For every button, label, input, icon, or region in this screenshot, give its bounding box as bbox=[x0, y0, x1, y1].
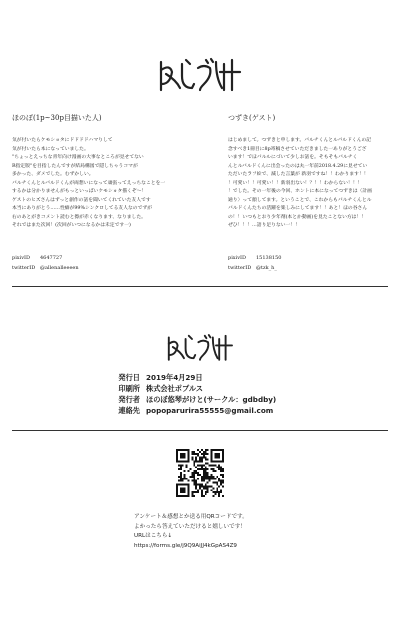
afterword-right-line: んとルバルドくんに出会ったのは丸一年前2018.4.29に見せてい bbox=[228, 163, 368, 169]
contact-value: popoparurira55555@gmail.com bbox=[146, 406, 274, 415]
afterword-left-line: 多かった、ダメでした。むずかしい。 bbox=[12, 172, 94, 178]
twitter-label: twitterID bbox=[12, 265, 36, 271]
colophon-printer-row bbox=[112, 383, 276, 394]
twitter-label: twitterID bbox=[228, 265, 252, 271]
pixiv-row bbox=[12, 253, 79, 263]
afterword-right bbox=[228, 113, 388, 231]
title-logo-top bbox=[158, 54, 242, 94]
afterword-right-line: ！でした。その一年後の今回、ホントに本になってつずきは〈計画 bbox=[228, 189, 372, 195]
divider-bottom bbox=[12, 430, 388, 431]
title-logo-colophon bbox=[166, 331, 234, 363]
afterword-right-line: ぜひ！！！…語り足りない一！！ bbox=[228, 223, 300, 229]
survey-line: よかったら答えていただけると嬉しいです！ bbox=[134, 523, 246, 530]
afterword-right-line: 通り〉って顔してます。ということで、これからもバルチくんとル bbox=[228, 197, 372, 203]
afterword-left bbox=[12, 113, 172, 231]
afterword-left-heading: ほのぼ(1p~30p目描いた人) bbox=[12, 114, 102, 122]
publisher-value: ほのぼ悠琴がけと(サークル：gdbdby) bbox=[146, 395, 277, 404]
afterword-right-line: 念すべき1冊目に8p寄稿させていただきました一ありがとうござ bbox=[228, 146, 367, 152]
afterword-left-line: "ちょっとえっちな青年向け漫画の大事なところが見せてない bbox=[12, 155, 144, 161]
printer-value: 株式会社ポプルス bbox=[146, 384, 203, 393]
afterword-right-line: の！！いつもとおり少年剤(本とか動画)を見たことない方は！！ bbox=[228, 214, 367, 220]
afterword-left-line: するかは分かりませんがもっといっぱいケモショタ描くぞ〜！ bbox=[12, 189, 147, 195]
afterword-left-line: バルチくんとルバルドくんが両想いになって頑張ってえっちなことを一 bbox=[12, 180, 166, 186]
colophon-date-row bbox=[112, 372, 276, 383]
afterword-left-line: 右のあとがきコメント読むと擦が赤くなります、なりました。 bbox=[12, 214, 146, 220]
colophon-publisher-row bbox=[112, 394, 276, 405]
colophon-contact-row bbox=[112, 405, 276, 416]
afterword-right-line: います！でほバルルにづいて少しお話を。そもそもバルチく bbox=[228, 155, 358, 161]
survey-note bbox=[134, 513, 248, 551]
pixiv-id: 4647727 bbox=[40, 255, 63, 261]
pixiv-label: pixivID bbox=[12, 255, 31, 261]
twitter-id: @tzk_h_ bbox=[256, 265, 277, 271]
date-value: 2019年4月29日 bbox=[146, 373, 203, 382]
afterword-left-line: R指定版"を目指したんですが結局構図で隠しちゃうコマが bbox=[12, 163, 138, 169]
afterword-left-body bbox=[12, 137, 172, 231]
survey-url-link[interactable]: https://forms.gle/j9Q9AiJJ4kGpAS4Z9 bbox=[134, 542, 237, 549]
survey-qr-code[interactable] bbox=[176, 449, 224, 497]
twitter-id: @allenalleeeen bbox=[40, 265, 79, 271]
afterword-right-body bbox=[228, 137, 388, 231]
afterword-right-line: ただいたラフ絵で、滅した言葉が 新羽ですね！！わかります！！ bbox=[228, 172, 369, 178]
afterword-left-ids bbox=[12, 253, 79, 273]
afterword-right-heading: つずき(ゲスト) bbox=[228, 114, 276, 122]
contact-label: 連絡先 bbox=[118, 406, 140, 415]
afterword-left-line: 気が付いたらケモショタにドドドドハマりして bbox=[12, 138, 113, 143]
afterword-left-line: 気が付いたら本になっていました。 bbox=[12, 146, 89, 152]
afterword-right-line: ！可愛い！！可愛い！！新羽出ない！？！！わからない！！！ bbox=[228, 180, 363, 186]
survey-line: URLはこちら↓ bbox=[134, 533, 173, 540]
printer-label: 印刷所 bbox=[118, 384, 140, 393]
afterword-right-line: バルドくんたちの活躍を楽しみにしてます！！あと！ほの谷さん bbox=[228, 206, 368, 212]
twitter-row bbox=[228, 263, 281, 273]
date-label: 発行日 bbox=[118, 373, 140, 382]
colophon bbox=[112, 372, 276, 416]
pixiv-row bbox=[228, 253, 281, 263]
survey-line: アンケート＆感想とか送る用QRコードです。 bbox=[134, 514, 248, 520]
afterword-left-line: ゲストのヒズさんはずっと創作の話を聞いてくれていた友人です bbox=[12, 197, 151, 203]
publisher-label: 発行者 bbox=[118, 395, 140, 404]
afterword-left-line: それではまた次回！(次回がいつになるかは未定です一) bbox=[12, 223, 131, 229]
afterword-right-line: はじめまして。つずきと申します。バルチくんとルバルドくんの記 bbox=[228, 138, 372, 143]
afterword-right-ids bbox=[228, 253, 281, 273]
pixiv-id: 15138150 bbox=[256, 255, 282, 261]
qr-code-icon bbox=[176, 449, 224, 497]
brush-lettering-logo-icon bbox=[158, 54, 242, 94]
twitter-row bbox=[12, 263, 79, 273]
pixiv-label: pixivID bbox=[228, 255, 247, 261]
afterword-left-line: 本当にありがとう……性癖が99%シンクロしてる友人なのでずが bbox=[12, 206, 152, 212]
divider-top bbox=[12, 286, 388, 287]
brush-lettering-logo-icon bbox=[166, 331, 234, 363]
